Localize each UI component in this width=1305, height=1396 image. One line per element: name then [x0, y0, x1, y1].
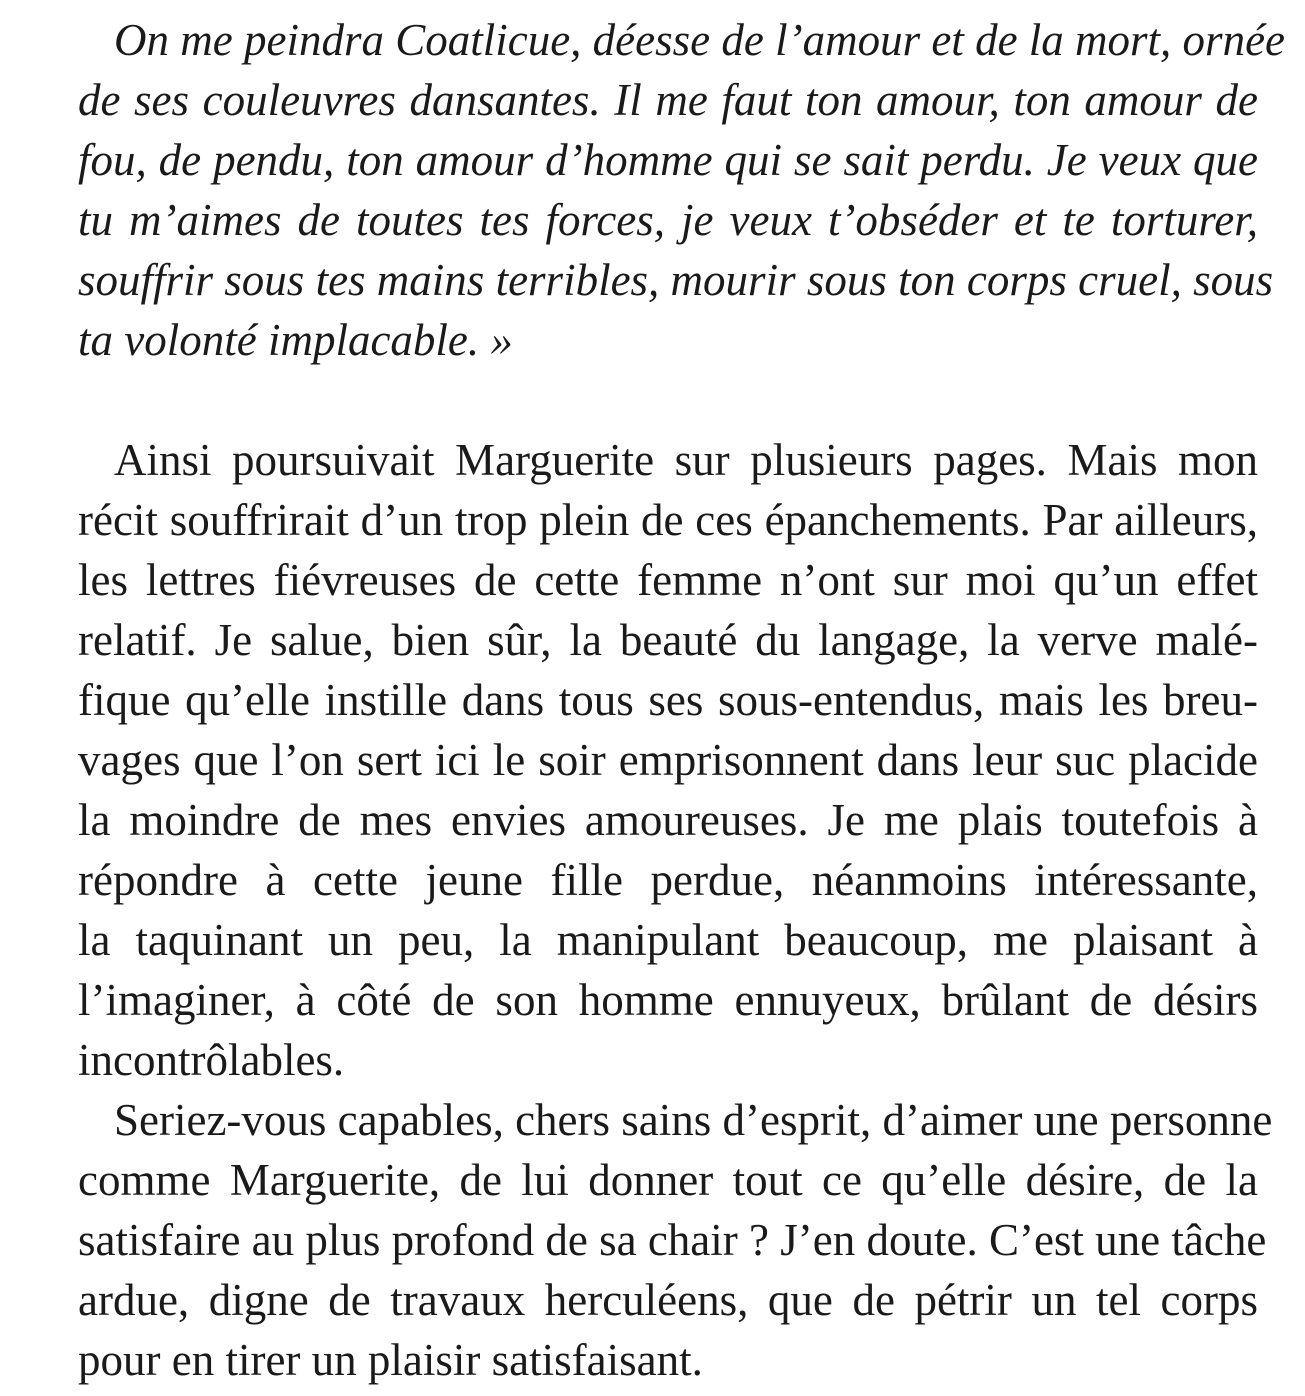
quoted-letter-paragraph — [42, 10, 1286, 370]
narrative-paragraph-1 — [42, 430, 1258, 1090]
text-line: comme Marguerite, de lui donner tout ce qu’elle désire, de la — [78, 1155, 1258, 1205]
text-line: relatif. Je salue, bien sûr, la beauté du langage, la verve malé- — [78, 615, 1258, 665]
text-line: ta volonté implacable. » — [78, 315, 513, 365]
text-line: de ses couleuvres dansantes. Il me faut ton amour, ton amour de — [78, 75, 1258, 125]
text-line: fou, de pendu, ton amour d’homme qui se sait perdu. Je veux que — [78, 135, 1258, 185]
text-line: vages que l’on sert ici le soir emprisonnent dans leur suc placide — [78, 735, 1258, 785]
text-line: pour en tirer un plaisir satisfaisant. — [78, 1335, 703, 1385]
text-line: les lettres fiévreuses de cette femme n’ont sur moi qu’un effet — [78, 555, 1258, 605]
text-line: tu m’aimes de toutes tes forces, je veux t’obséder et te torturer, — [78, 195, 1258, 245]
text-line: la taquinant un peu, la manipulant beaucoup, me plaisant à — [78, 915, 1258, 965]
text-line: souffrir sous tes mains terribles, mourir sous ton corps cruel, sous — [78, 255, 1274, 305]
text-line: incontrôlables. — [78, 1035, 345, 1085]
text-line: fique qu’elle instille dans tous ses sous-entendus, mais les breu- — [78, 675, 1258, 725]
text-line: On me peindra Coatlicue, déesse de l’amour et de la mort, ornée — [114, 15, 1286, 65]
text-line: ardue, digne de travaux herculéens, que de pétrir un tel corps — [78, 1275, 1258, 1325]
narrative-paragraph-2 — [42, 1090, 1273, 1390]
text-line: Ainsi poursuivait Marguerite sur plusieurs pages. Mais mon — [114, 435, 1258, 485]
text-line: récit souffrirait d’un trop plein de ces épanchements. Par ailleurs, — [78, 495, 1258, 545]
text-line: la moindre de mes envies amoureuses. Je me plais toutefois à — [78, 795, 1258, 845]
text-line: Seriez-vous capables, chers sains d’esprit, d’aimer une personne — [114, 1095, 1273, 1145]
paragraph-gap — [42, 370, 1258, 430]
text-line: l’imaginer, à côté de son homme ennuyeux, brûlant de désirs — [78, 975, 1258, 1025]
book-page — [42, 10, 1286, 1390]
text-line: satisfaire au plus profond de sa chair ? J’en doute. C’est une tâche — [78, 1215, 1267, 1265]
text-line: répondre à cette jeune fille perdue, néanmoins intéressante, — [78, 855, 1258, 905]
